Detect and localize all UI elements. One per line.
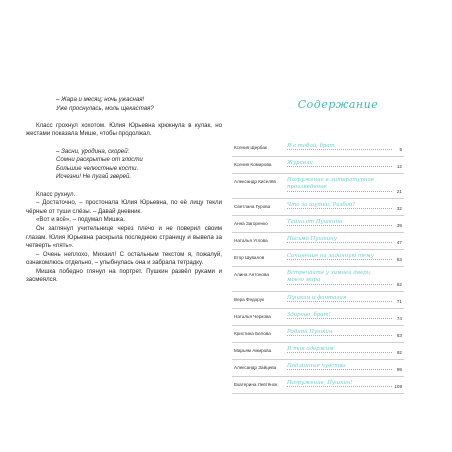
toc-author: Ксения Комарова bbox=[234, 162, 272, 167]
toc-page-number: 99 bbox=[396, 366, 402, 372]
paragraph: Он заглянул учительнице через плечо и не поверил своим глазам. Юлия Юрьевна раскрыла последнюю страницу и вывела за четверть «пять». bbox=[26, 224, 222, 250]
toc-title: Погружение в литературное произведение bbox=[287, 177, 374, 190]
verse-block-1 bbox=[26, 96, 222, 113]
paragraph: Класс рухнул. bbox=[36, 190, 76, 198]
toc-entry[interactable] bbox=[232, 326, 404, 343]
toc-page-number: 53 bbox=[396, 256, 402, 262]
toc-author: Алина Антонова bbox=[234, 272, 269, 277]
toc-title: Журавли bbox=[287, 160, 313, 166]
toc-entry[interactable] bbox=[232, 216, 404, 233]
toc-entry[interactable] bbox=[232, 377, 404, 394]
verse-line: Большие челюстные кости. bbox=[56, 164, 139, 172]
paragraph: – Достаточно, – простонала Юлия Юрьевна, по её лицу текли чёрные от туши слёзы. – Давай дневник. bbox=[26, 199, 222, 215]
toc-entry[interactable] bbox=[232, 233, 404, 250]
toc-author: Марьям Амирова bbox=[234, 348, 272, 353]
left-page bbox=[26, 96, 222, 285]
toc-title: Подлинные чувства bbox=[287, 363, 346, 369]
toc-title: Погружение, Пушкин! bbox=[287, 380, 353, 386]
verse-block-2 bbox=[26, 148, 222, 182]
toc-author: Наталья Черкова bbox=[234, 314, 271, 319]
toc-page-number: 12 bbox=[396, 163, 402, 169]
toc-page-number: 47 bbox=[396, 239, 402, 245]
verse-line: Исчезни! Не пугай зверей. bbox=[56, 173, 132, 181]
toc-title: Я с тобой, брат bbox=[287, 143, 335, 149]
toc-entry[interactable] bbox=[232, 292, 404, 309]
toc-entry[interactable] bbox=[232, 199, 404, 216]
toc-page-number: 39 bbox=[396, 222, 402, 228]
toc-heading: Содержание bbox=[297, 98, 379, 111]
toc-title: Пушкин и фантазия bbox=[287, 295, 347, 301]
toc-page-number: 71 bbox=[396, 298, 402, 304]
toc-author: Анна Загоренко bbox=[234, 221, 268, 226]
toc-title: Тайна от Пушкина bbox=[287, 219, 343, 225]
verse-line: – Жара и месяц; ночь ужасная! bbox=[56, 96, 145, 103]
paragraph: Мишка победно глянул на портрет. Пушкин развёл руками и засмеялся. bbox=[26, 267, 222, 284]
toc-author: Александр Зайцева bbox=[234, 365, 277, 370]
toc-author: Вера Федорук bbox=[234, 297, 264, 302]
toc-author: Екатерина Левтёнок bbox=[234, 382, 278, 387]
toc-page-number: 32 bbox=[396, 205, 402, 211]
toc-page-number: 83 bbox=[396, 332, 402, 338]
toc-author: Егор Шувалов bbox=[234, 255, 265, 260]
toc-author: Кристина Белова bbox=[234, 331, 271, 336]
toc-title: Родной Пушкин bbox=[287, 329, 333, 335]
table-of-contents bbox=[232, 140, 404, 394]
toc-title: Письмо Пушкину bbox=[287, 236, 337, 242]
toc-title: Я так одержим bbox=[287, 346, 334, 352]
toc-author: Светлана Гурова bbox=[234, 204, 271, 209]
toc-author: Наталья Углова bbox=[234, 238, 268, 243]
toc-leader-dots bbox=[287, 191, 392, 192]
toc-entry[interactable] bbox=[232, 140, 404, 157]
toc-page-number: 21 bbox=[396, 188, 402, 194]
toc-page-number: 74 bbox=[396, 315, 402, 321]
toc-page-number: 92 bbox=[396, 349, 402, 355]
verse-line: Уже проснулась, моль щекастая? bbox=[56, 104, 154, 112]
toc-leader-dots bbox=[287, 284, 392, 285]
toc-title: Сочинение на заданную тему bbox=[287, 253, 374, 259]
toc-page-number: 5 bbox=[399, 146, 402, 152]
toc-entry[interactable] bbox=[232, 343, 404, 360]
verse-line: – Засни, уродина, скорей: bbox=[56, 147, 130, 155]
toc-title: Что за шутки, Разбой? bbox=[287, 202, 356, 208]
toc-author: Александр Киселёв bbox=[234, 179, 276, 184]
toc-entry[interactable] bbox=[232, 250, 404, 267]
paragraph: «Вот и всё», – подумал Мишка. bbox=[36, 216, 125, 224]
right-page bbox=[232, 96, 404, 389]
paragraph: Класс грохнул хохотом. Юлия Юрьевна крюкнула в кулак, но жестами показала Мише, чтобы продолжал. bbox=[26, 121, 222, 138]
toc-page-number: 62 bbox=[396, 281, 402, 287]
toc-page-number: 109 bbox=[394, 383, 402, 389]
toc-entry[interactable] bbox=[232, 360, 404, 377]
toc-title: Здорово, брат! bbox=[287, 312, 331, 318]
toc-entry[interactable] bbox=[232, 309, 404, 326]
toc-entry[interactable] bbox=[232, 157, 404, 174]
toc-entry[interactable] bbox=[232, 267, 404, 292]
toc-title: Встречайте у зимней двери моего мира bbox=[287, 270, 371, 283]
toc-author: Ксения Щербак bbox=[234, 145, 267, 150]
verse-line: Сомни раскрытые от злости bbox=[56, 156, 143, 164]
toc-entry[interactable] bbox=[232, 174, 404, 199]
paragraph: – Очень неплохо, Михаил! С остальным текстом я, пожалуй, ознакомлюсь отдельно, – улыбнулась она и забрала тетрадку. bbox=[26, 250, 222, 267]
